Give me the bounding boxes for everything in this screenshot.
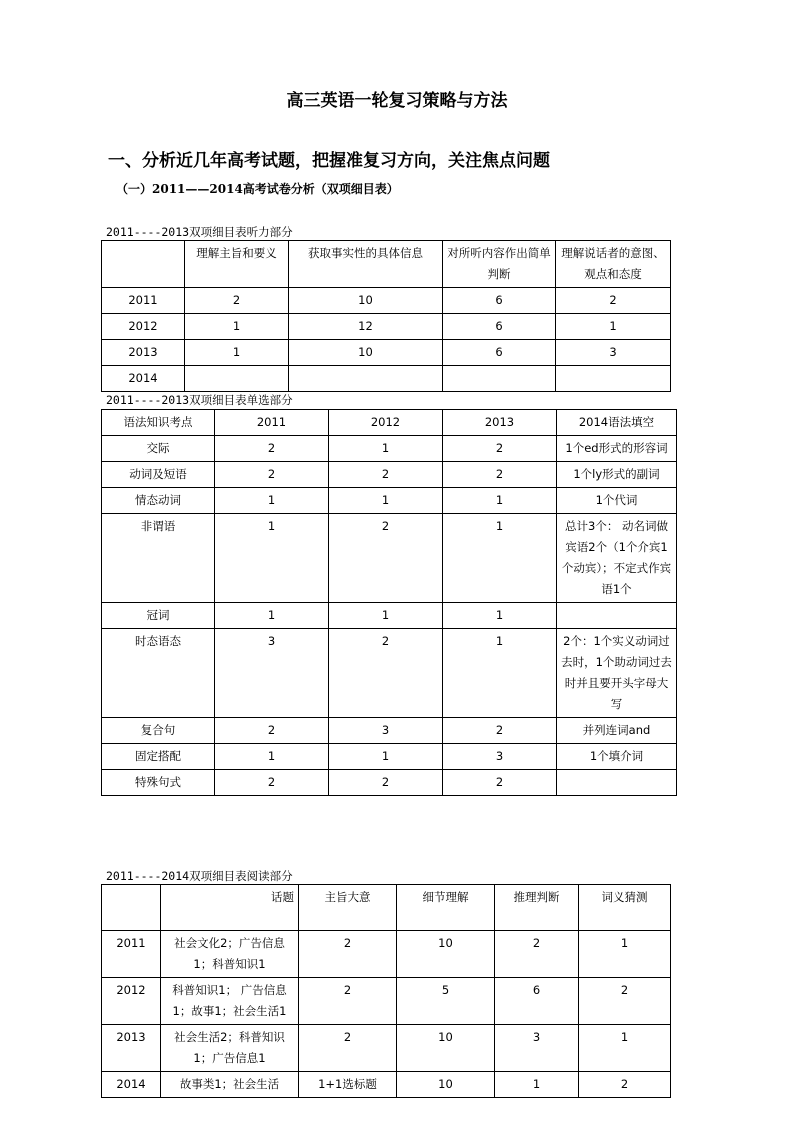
table-cell: 固定搭配	[102, 744, 215, 770]
header-cell: 理解主旨和要义	[185, 241, 289, 288]
table-cell: 1	[443, 514, 557, 603]
table-cell: 1个填介词	[557, 744, 677, 770]
table-cell: 6	[443, 288, 556, 314]
table-cell: 2	[329, 462, 443, 488]
table-header-row	[102, 410, 677, 436]
header-cell: 细节理解	[397, 885, 495, 931]
table-row	[102, 436, 677, 462]
grammar-table	[101, 409, 677, 796]
header-cell: 2012	[329, 410, 443, 436]
table-cell: 2013	[102, 1025, 161, 1072]
table-cell: 2个：1个实义动词过去时，1个助动词过去时并且要开头字母大写	[557, 629, 677, 718]
table-cell: 3	[495, 1025, 579, 1072]
table-cell: 1	[579, 1025, 671, 1072]
section-heading: 一、分析近几年高考试题，把握准复习方向，关注焦点问题	[108, 151, 550, 171]
table-cell	[557, 770, 677, 796]
table-row	[102, 1072, 671, 1098]
header-cell: 对所听内容作出简单判断	[443, 241, 556, 288]
table-cell: 10	[289, 288, 443, 314]
table-row	[102, 770, 677, 796]
table-cell: 3	[215, 629, 329, 718]
header-cell	[102, 885, 161, 931]
header-cell: 2014语法填空	[557, 410, 677, 436]
table-cell: 2	[556, 288, 671, 314]
table-cell: 科普知识1； 广告信息1；故事1；社会生活1	[161, 978, 299, 1025]
header-cell: 获取事实性的具体信息	[289, 241, 443, 288]
table-cell: 2	[579, 978, 671, 1025]
table-cell: 交际	[102, 436, 215, 462]
table-row	[102, 462, 677, 488]
header-cell: 词义猜测	[579, 885, 671, 931]
table-cell: 特殊句式	[102, 770, 215, 796]
table-cell: 6	[443, 314, 556, 340]
table-cell: 3	[556, 340, 671, 366]
table-cell: 2014	[102, 1072, 161, 1098]
header-cell: 话题	[161, 885, 299, 931]
listening-table	[101, 240, 671, 392]
table-cell: 1	[329, 488, 443, 514]
table-cell: 2	[443, 436, 557, 462]
table-row	[102, 288, 671, 314]
table-cell: 10	[397, 1025, 495, 1072]
table-cell: 10	[397, 931, 495, 978]
table-cell: 2014	[102, 366, 185, 392]
table-cell: 2	[185, 288, 289, 314]
table-cell: 故事类1；社会生活	[161, 1072, 299, 1098]
table-cell: 10	[289, 340, 443, 366]
table-cell: 2011	[102, 931, 161, 978]
header-cell: 推理判断	[495, 885, 579, 931]
table-cell: 复合句	[102, 718, 215, 744]
table-cell: 1	[329, 744, 443, 770]
table-header-row	[102, 241, 671, 288]
table-cell: 1个ly形式的副词	[557, 462, 677, 488]
table-cell: 1	[443, 488, 557, 514]
table-cell: 时态语态	[102, 629, 215, 718]
table-row	[102, 629, 677, 718]
table-cell: 6	[495, 978, 579, 1025]
table-cell: 1	[495, 1072, 579, 1098]
table-cell: 2	[299, 931, 397, 978]
table-cell: 非谓语	[102, 514, 215, 603]
table-cell: 社会文化2；广告信息1；科普知识1	[161, 931, 299, 978]
table-cell	[557, 603, 677, 629]
table-row	[102, 718, 677, 744]
table-cell: 1	[329, 436, 443, 462]
table-cell: 1	[579, 931, 671, 978]
table-row	[102, 1025, 671, 1072]
table-cell: 冠词	[102, 603, 215, 629]
table-cell: 社会生活2；科普知识1；广告信息1	[161, 1025, 299, 1072]
table-cell: 1	[443, 629, 557, 718]
table-cell: 3	[329, 718, 443, 744]
table-row	[102, 314, 671, 340]
header-cell: 2011	[215, 410, 329, 436]
table-cell: 6	[443, 340, 556, 366]
table-row	[102, 603, 677, 629]
header-cell: 理解说话者的意图、观点和态度	[556, 241, 671, 288]
table-cell: 1	[215, 603, 329, 629]
table-cell	[289, 366, 443, 392]
header-cell	[102, 241, 185, 288]
table-cell: 2	[329, 629, 443, 718]
table-row	[102, 340, 671, 366]
table-row	[102, 366, 671, 392]
table-row	[102, 978, 671, 1025]
sub-heading: （一）2011——2014高考试卷分析（双项细目表）	[116, 182, 399, 196]
table-row	[102, 514, 677, 603]
page-title: 高三英语一轮复习策略与方法	[286, 91, 508, 111]
table-row	[102, 744, 677, 770]
table-cell: 2	[215, 436, 329, 462]
table-cell: 2	[215, 718, 329, 744]
table-row	[102, 488, 677, 514]
table-cell: 2	[215, 462, 329, 488]
table-cell: 2	[495, 931, 579, 978]
table-cell: 12	[289, 314, 443, 340]
reading-caption: 2011----2014双项细目表阅读部分	[106, 869, 293, 883]
header-cell: 2013	[443, 410, 557, 436]
table-cell	[556, 366, 671, 392]
header-cell: 语法知识考点	[102, 410, 215, 436]
table-cell: 2	[579, 1072, 671, 1098]
listening-caption: 2011----2013双项细目表听力部分	[106, 225, 293, 239]
table-cell: 1个ed形式的形容词	[557, 436, 677, 462]
reading-table	[101, 884, 671, 1098]
table-header-row	[102, 885, 671, 931]
table-cell: 情态动词	[102, 488, 215, 514]
table-cell: 2	[443, 718, 557, 744]
table-cell: 1	[185, 340, 289, 366]
table-cell: 2	[443, 770, 557, 796]
table-cell	[443, 366, 556, 392]
table-cell: 2011	[102, 288, 185, 314]
table-cell: 2013	[102, 340, 185, 366]
table-cell: 2	[299, 978, 397, 1025]
table-cell: 1个代词	[557, 488, 677, 514]
table-cell: 2012	[102, 978, 161, 1025]
table-cell: 动词及短语	[102, 462, 215, 488]
table-cell: 2	[299, 1025, 397, 1072]
table-cell: 2	[443, 462, 557, 488]
table-cell: 1	[215, 744, 329, 770]
table-cell	[185, 366, 289, 392]
table-cell: 10	[397, 1072, 495, 1098]
table-cell: 2	[329, 514, 443, 603]
table-cell: 1+1选标题	[299, 1072, 397, 1098]
table-cell: 1	[556, 314, 671, 340]
table-cell: 1	[443, 603, 557, 629]
header-cell: 主旨大意	[299, 885, 397, 931]
table-cell: 3	[443, 744, 557, 770]
table-cell: 5	[397, 978, 495, 1025]
table-cell: 2012	[102, 314, 185, 340]
table-cell: 1	[329, 603, 443, 629]
table-cell: 1	[185, 314, 289, 340]
table-cell: 并列连词and	[557, 718, 677, 744]
table-cell: 1	[215, 514, 329, 603]
table-cell: 2	[215, 770, 329, 796]
table-row	[102, 931, 671, 978]
table-cell: 总计3个： 动名词做宾语2个（1个介宾1个动宾）；不定式作宾语1个	[557, 514, 677, 603]
table-cell: 1	[215, 488, 329, 514]
grammar-caption: 2011----2013双项细目表单选部分	[106, 393, 293, 407]
table-cell: 2	[329, 770, 443, 796]
